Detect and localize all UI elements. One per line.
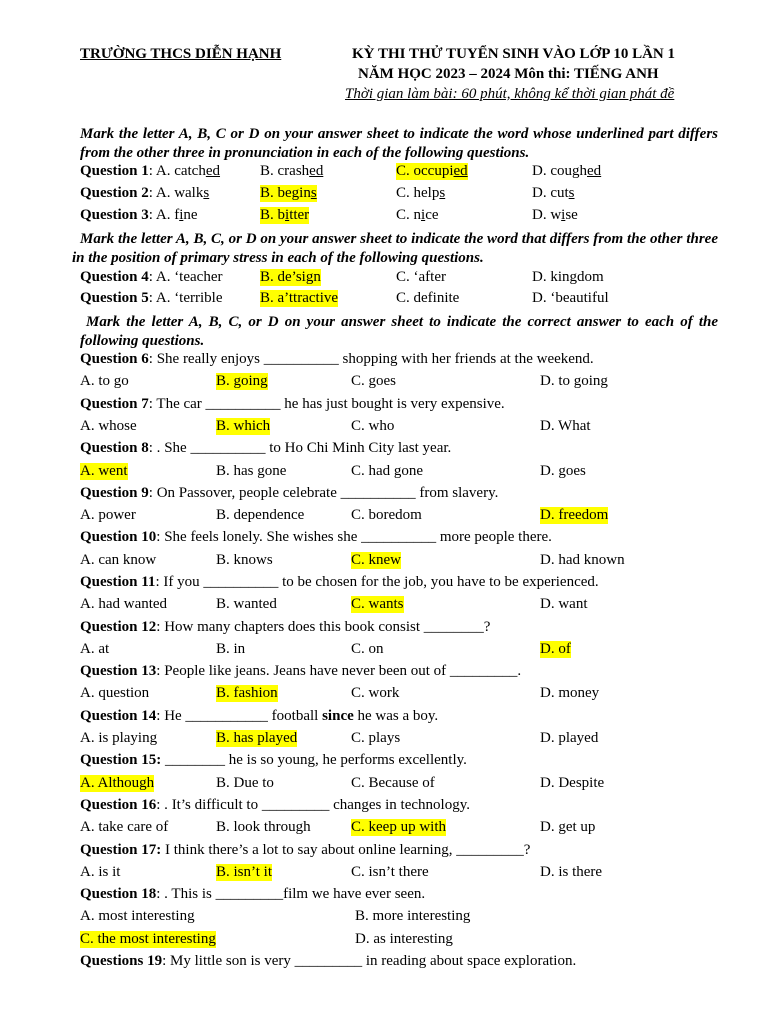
option-text: ce xyxy=(425,207,439,223)
question-text: She __________ to Ho Chi Minh City last year. xyxy=(164,440,452,456)
question-text: She really enjoys __________ shopping with her friends at the weekend. xyxy=(156,351,594,367)
answer-option: D. played xyxy=(540,730,599,746)
answer-option xyxy=(532,185,575,202)
separator: : . xyxy=(148,440,165,456)
question-row xyxy=(80,185,740,207)
separator: : . xyxy=(156,797,172,813)
answer-option: A. power xyxy=(80,507,136,523)
answer-option xyxy=(396,207,439,224)
answer-option: C. isn’t there xyxy=(351,864,429,880)
options-row xyxy=(80,730,740,752)
answer-option: C. wants xyxy=(351,596,404,612)
answer-option: C. keep up with xyxy=(351,819,446,835)
answer-option: D. as interesting xyxy=(355,931,453,947)
answer-option: A. at xyxy=(80,641,110,657)
option-text: D. cough xyxy=(532,163,587,179)
answer-option: C. the most interesting xyxy=(80,931,216,947)
separator: : xyxy=(156,529,165,545)
question-number: Question 8 xyxy=(80,440,149,456)
answer-option xyxy=(156,163,220,179)
question-row xyxy=(80,163,740,185)
separator: : xyxy=(148,207,156,223)
underlined-part: s xyxy=(439,185,446,201)
answer-option: D. money xyxy=(540,685,600,701)
question-row xyxy=(80,290,740,312)
separator: : xyxy=(148,351,157,367)
answer-option: C. plays xyxy=(351,730,401,746)
options-row xyxy=(80,463,740,485)
question-number: Question 2 xyxy=(80,185,149,201)
underlined-part: ed xyxy=(587,163,602,179)
options-row xyxy=(80,908,740,930)
answer-option: A. can know xyxy=(80,552,157,568)
answer-option: A. Although xyxy=(80,775,155,791)
option-text: ne xyxy=(183,207,198,223)
answer-option: D. want xyxy=(540,596,588,612)
question-number: Question 7 xyxy=(80,396,149,412)
question-stem xyxy=(80,485,498,502)
options-row xyxy=(80,418,740,440)
answer-option: B. look through xyxy=(216,819,311,835)
question-text: I think there’s a lot to say about online learning, _________? xyxy=(165,842,531,858)
separator: : xyxy=(156,663,165,679)
answer-option: A. take care of xyxy=(80,819,169,835)
question-stem xyxy=(80,797,470,814)
option-text: A. f xyxy=(155,207,180,223)
answer-option: D. Despite xyxy=(540,775,605,791)
question-label xyxy=(80,269,222,286)
answer-option: C. had gone xyxy=(351,463,424,479)
answer-option xyxy=(260,207,309,224)
question-number: Question 6 xyxy=(80,351,149,367)
answer-option: A. ‘teacher xyxy=(155,269,223,285)
answer-option xyxy=(260,185,317,202)
options-row xyxy=(80,775,740,797)
separator: : xyxy=(148,396,157,412)
answer-option: B. wanted xyxy=(216,596,277,612)
question-keyword: since xyxy=(322,708,354,724)
question-text: My little son is very _________ in reading about space exploration. xyxy=(170,953,577,969)
option-text: A. walk xyxy=(155,185,204,201)
option-text: C. occupi xyxy=(396,163,454,179)
question-text: If you __________ to be chosen for the job, you have to be experienced. xyxy=(163,574,599,590)
question-number: Question 14 xyxy=(80,708,157,724)
options-row xyxy=(80,552,740,574)
answer-option: A. to go xyxy=(80,373,129,389)
answer-option: A. ‘terrible xyxy=(155,290,223,306)
exam-year-subject: NĂM HỌC 2023 – 2024 Môn thi: TIẾNG ANH xyxy=(358,66,659,82)
separator: : xyxy=(148,290,156,306)
question-text: She feels lonely. She wishes she __________ more people there. xyxy=(164,529,552,545)
question-number: Question 16 xyxy=(80,797,157,813)
answer-option: A. most interesting xyxy=(80,908,195,924)
question-stem xyxy=(80,619,490,636)
underlined-part: i xyxy=(561,207,566,223)
question-number: Question 13 xyxy=(80,663,157,679)
answer-option: C. work xyxy=(351,685,400,701)
option-text: C. n xyxy=(396,207,422,223)
answer-option: C. goes xyxy=(351,373,396,389)
underlined-part: i xyxy=(285,207,290,223)
question-text: ________ he is so young, he performs excellently. xyxy=(165,752,467,768)
options-row xyxy=(80,819,740,841)
answer-option: B. fashion xyxy=(216,685,278,701)
answer-option: C. ‘after xyxy=(396,269,446,285)
question-stem xyxy=(80,440,451,457)
answer-option: A. whose xyxy=(80,418,137,434)
answer-option: B. a’ttractive xyxy=(260,290,339,306)
question-number: Question 17: xyxy=(80,842,162,858)
answer-option xyxy=(260,163,323,180)
answer-option: C. who xyxy=(351,418,395,434)
question-text: This is _________film we have ever seen. xyxy=(171,886,426,902)
separator: : . xyxy=(156,886,172,902)
answer-option: A. is it xyxy=(80,864,121,880)
instruction-pronunciation: Mark the letter A, B, C or D on your answer sheet to indicate the word whose underlined part differs from the other three in pronunciation in each of the following questions. xyxy=(80,126,718,161)
question-stem xyxy=(80,708,438,725)
answer-option: D. get up xyxy=(540,819,596,835)
question-label xyxy=(80,290,223,307)
question-text: People like jeans. Jeans have never been out of _________. xyxy=(164,663,522,679)
answer-option: B. has gone xyxy=(216,463,287,479)
answer-option: B. isn’t it xyxy=(216,864,272,880)
separator: : xyxy=(148,485,157,501)
question-label xyxy=(80,207,198,224)
answer-option: B. going xyxy=(216,373,268,389)
options-row xyxy=(80,641,740,663)
school-name: TRƯỜNG THCS DIỄN HẠNH xyxy=(80,46,282,62)
question-text: How many chapters does this book consist ________? xyxy=(164,619,491,635)
options-row xyxy=(80,864,740,886)
answer-option: B. which xyxy=(216,418,271,434)
question-number: Question 12 xyxy=(80,619,157,635)
answer-option: C. Because of xyxy=(351,775,435,791)
question-number: Question 3 xyxy=(80,207,149,223)
answer-option xyxy=(396,163,468,180)
question-stem xyxy=(80,529,552,546)
separator: : xyxy=(155,574,164,590)
answer-option: D. kingdom xyxy=(532,269,604,285)
separator: : xyxy=(148,269,156,285)
question-number: Questions 19 xyxy=(80,953,163,969)
answer-option xyxy=(156,185,209,201)
answer-option: D. ‘beautiful xyxy=(532,290,609,306)
answer-option: C. definite xyxy=(396,290,460,306)
answer-option xyxy=(396,185,445,202)
answer-option: B. has played xyxy=(216,730,298,746)
question-text: he was a boy. xyxy=(353,708,439,724)
question-text: On Passover, people celebrate __________ from slavery. xyxy=(156,485,499,501)
question-number: Question 9 xyxy=(80,485,149,501)
question-number: Question 4 xyxy=(80,269,149,285)
question-number: Question 5 xyxy=(80,290,149,306)
question-row xyxy=(80,269,740,291)
question-stem xyxy=(80,886,425,903)
options-row xyxy=(80,373,740,395)
answer-option xyxy=(156,207,198,223)
question-number: Question 10 xyxy=(80,529,157,545)
answer-option: B. dependence xyxy=(216,507,305,523)
underlined-part: ed xyxy=(453,163,468,179)
answer-option: D. of xyxy=(540,641,571,657)
option-text: B. crash xyxy=(260,163,310,179)
question-stem xyxy=(80,574,599,591)
question-text: He ___________ football xyxy=(164,708,323,724)
question-stem xyxy=(80,953,576,970)
instruction-correct: Mark the letter A, B, C, or D on your answer sheet to indicate the correct answer to each of the following questions. xyxy=(80,314,718,349)
underlined-part: ed xyxy=(205,163,221,179)
option-text: C. help xyxy=(396,185,440,201)
question-label xyxy=(80,163,220,180)
answer-option: D. had known xyxy=(540,552,625,568)
question-number: Question 1 xyxy=(80,163,149,179)
question-number: Question 15: xyxy=(80,752,162,768)
answer-option: B. Due to xyxy=(216,775,274,791)
answer-option: B. in xyxy=(216,641,246,657)
separator: : xyxy=(156,708,165,724)
answer-option: B. knows xyxy=(216,552,273,568)
answer-option: A. is playing xyxy=(80,730,158,746)
options-row xyxy=(80,596,740,618)
option-text: D. w xyxy=(532,207,562,223)
question-number: Question 11 xyxy=(80,574,156,590)
exam-time-note: Thời gian làm bài: 60 phút, không kể thời gian phát đề xyxy=(345,86,675,102)
answer-option: B. more interesting xyxy=(355,908,471,924)
underlined-part: s xyxy=(310,185,317,201)
answer-option: C. boredom xyxy=(351,507,422,523)
separator: : xyxy=(148,185,156,201)
underlined-part: i xyxy=(179,207,184,223)
answer-option: D. goes xyxy=(540,463,586,479)
option-text: se xyxy=(565,207,578,223)
answer-option: D. freedom xyxy=(540,507,609,523)
answer-option xyxy=(532,207,578,224)
question-stem xyxy=(80,663,521,680)
underlined-part: s xyxy=(568,185,575,201)
answer-option: C. on xyxy=(351,641,384,657)
answer-option: A. question xyxy=(80,685,150,701)
answer-option: C. knew xyxy=(351,552,401,568)
option-text: B. begin xyxy=(260,185,311,201)
option-text: tter xyxy=(289,207,310,223)
instruction-stress: Mark the letter A, B, C, or D on your answer sheet to indicate the word that differs from the other three in the position of primary stress in each of the following questions. xyxy=(72,231,718,266)
underlined-part: s xyxy=(203,185,210,201)
options-row xyxy=(80,507,740,529)
options-row xyxy=(80,931,740,953)
options-row xyxy=(80,685,740,707)
answer-option xyxy=(532,163,601,180)
option-text: A. catch xyxy=(155,163,206,179)
question-text: The car __________ he has just bought is very expensive. xyxy=(156,396,505,412)
separator: : xyxy=(162,953,171,969)
question-text: It’s difficult to _________ changes in technology. xyxy=(171,797,470,813)
answer-option: D. to going xyxy=(540,373,608,389)
question-row xyxy=(80,207,740,229)
question-stem xyxy=(80,752,467,769)
answer-option: A. went xyxy=(80,463,128,479)
separator: : xyxy=(148,163,156,179)
underlined-part: i xyxy=(421,207,426,223)
answer-option: A. had wanted xyxy=(80,596,168,612)
option-text: D. cut xyxy=(532,185,569,201)
question-number: Question 18 xyxy=(80,886,157,902)
separator: : xyxy=(156,619,165,635)
question-stem xyxy=(80,351,594,368)
answer-option: D. What xyxy=(540,418,591,434)
underlined-part: ed xyxy=(309,163,324,179)
question-label xyxy=(80,185,209,202)
option-text: B. b xyxy=(260,207,286,223)
question-stem xyxy=(80,842,530,859)
exam-title: KỲ THI THỬ TUYỂN SINH VÀO LỚP 10 LẦN 1 xyxy=(352,46,675,62)
question-stem xyxy=(80,396,505,413)
answer-option: B. de’sign xyxy=(260,269,321,285)
answer-option: D. is there xyxy=(540,864,603,880)
